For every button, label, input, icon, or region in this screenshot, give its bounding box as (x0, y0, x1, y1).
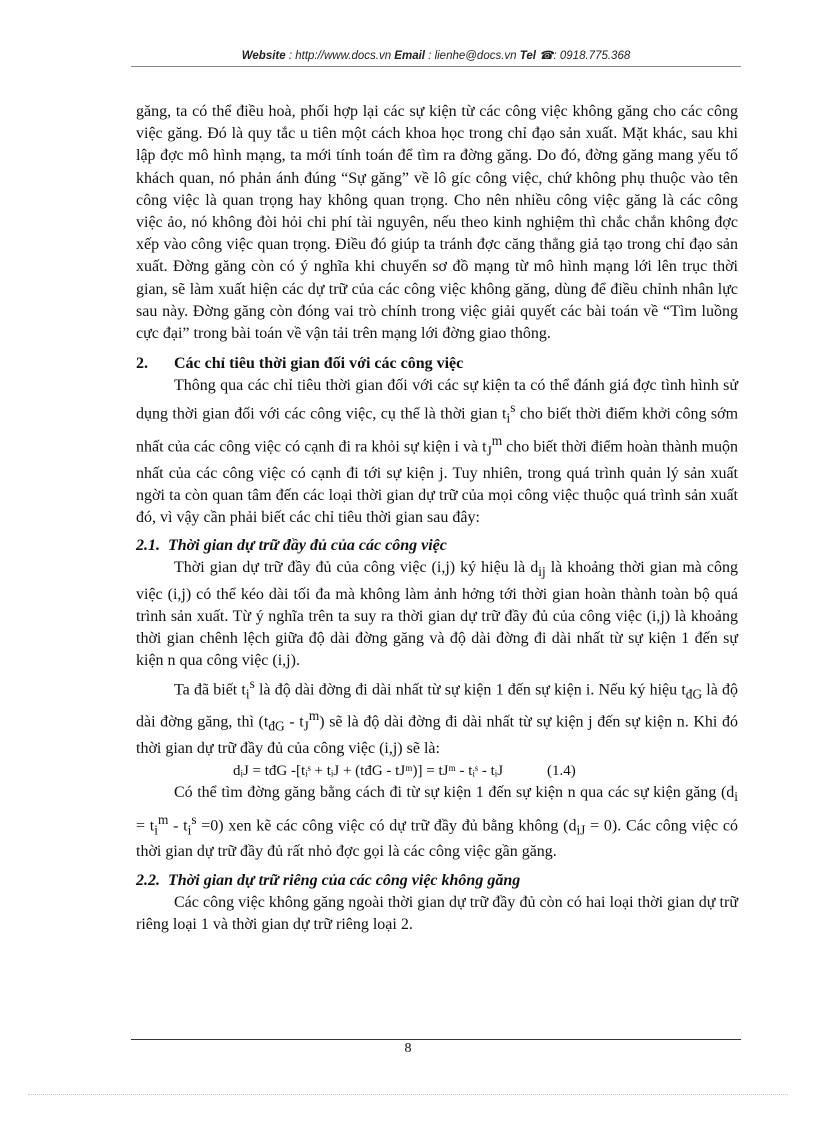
paragraph-find-critical-path: Có thể tìm đờng găng bằng cách đi từ sự kiện 1 đến sự kiện n qua các sự kiện găng $(d_i = t_i^m - t_i^s =0)$ xen kẽ các công việc có dự trữ đầy đủ bằng không $(d_{iJ} = 0)$. Các công việc có thời gian dự trữ đầy đủ rất nhỏ đợc gọi là các công việc gần găng. (136, 784, 739, 861)
subsection-title: Thời gian dự trữ riêng của các công việc không găng (168, 871, 521, 889)
header-divider (131, 66, 741, 67)
tel-label: Tel (519, 50, 536, 62)
section-title: Các chỉ tiêu thời gian đối với các công việc (174, 355, 464, 373)
email-value[interactable]: : lienhe@docs.vn (424, 50, 520, 62)
paragraph-critical-path: găng, ta có thể điều hoà, phối hợp lại các sự kiện từ các công việc không găng cho các công việc găng. Đó là quy tắc u tiên một cách khoa học trong chỉ đạo sản xuất. Mặt khác, sau khi lập đợc mô hình mạng, ta mới tính toán để tìm ra đờng găng. Do đó, đờng găng mang yếu tố khách quan, nó phản ánh đúng “Sự găng” về lô gíc công việc, chứ không phụ thuộc vào tên công việc là quan trọng hay không quan trọng. Cho nên nhiều công việc găng là các công việc ảo, nó không đòi hỏi chi phí tài nguyên, nếu theo kinh nghiệm thì chắc chắn không đợc xếp vào công việc quan trọng. Điều đó giúp ta tránh đợc căng thẳng giả tạo trong chỉ đạo sản xuất. Đờng găng còn có ý nghĩa khi chuyển sơ đồ mạng từ mô hình mạng lới lên trục thời gian, sẽ làm xuất hiện các dự trữ của các công việc không găng, dùng để điều chỉnh nhân lực sau này. Đờng găng còn đóng vai trò chính trong việc giải quyết các bài toán về “Tìm luồng cực đại” trong bài toán về vận tải trên mạng lới đờng giao thông. (136, 103, 738, 343)
website-value[interactable]: : http://www.docs.vn (285, 50, 395, 62)
subsection-number: 2.2. (136, 871, 160, 889)
footer-divider (131, 1039, 741, 1040)
email-label: Email (394, 50, 425, 62)
page-bottom-border (28, 1094, 788, 1095)
subsection-title: Thời gian dự trữ đầy đủ của các công việc (168, 537, 447, 555)
subsection-heading-2-2 (136, 870, 738, 892)
paragraph-total-float-derivation: Ta đã biết $t_i^s$ là độ dài đờng đi dài nhất từ sự kiện 1 đến sự kiện i. Nếu ký hiệu $t_{đG}$ là độ dài đờng găng, thì $(t_{đG} - t_J^m)$ sẽ là độ dài đờng đi dài nhất từ sự kiện j đến sự kiện n. Khi đó thời gian dự trữ đầy đủ của công việc (i,j) sẽ là: (136, 675, 739, 758)
section-number: 2. (136, 355, 148, 373)
phone-icon: ☎ (539, 50, 554, 62)
document-body (136, 101, 738, 936)
tel-value: : 0918.775.368 (553, 50, 631, 62)
equation-total-float (136, 760, 738, 782)
paragraph-total-float-definition: Thời gian dự trữ đầy đủ của công việc (i,j) ký hiệu là $d_{ij}$ là khoảng thời gian mà công việc (i,j) có thể kéo dài tối đa mà không làm ảnh hởng tới thời gian hoàn thành toàn bộ quá trình sản xuất. Từ ý nghĩa trên ta suy ra thời gian dự trữ đầy đủ của công việc (i,j) là khoảng thời gian chênh lệch giữa độ dài đờng găng và độ dài đờng đi dài nhất từ sự kiện 1 đến sự kiện n qua công việc (i,j). (136, 559, 738, 670)
website-label: Website (241, 50, 286, 62)
paragraph-time-indicators: Thông qua các chỉ tiêu thời gian đối với các sự kiện ta có thể đánh giá đợc tình hình sử dụng thời gian đối với các công việc, cụ thể là thời gian $t_i^s$ cho biết thời điểm khởi công sớm nhất của các công việc có cạnh đi ra khỏi sự kiện i và $t_J^m$ cho biết thời điểm hoàn thành muộn nhất của các công việc có cạnh đi tới sự kiện j. Tuy nhiên, trong quá trình quản lý sản xuất ngời ta còn quan tâm đến các loại thời gian dự trữ của mọi công việc thuộc quá trình sản xuất đó, vì vậy cần phải biết các chỉ tiêu thời gian sau đây: (136, 377, 739, 527)
paragraph-free-float: Các công việc không găng ngoài thời gian dự trữ đầy đủ còn có hai loại thời gian dự trữ riêng loại 1 và thời gian dự trữ riêng loại 2. (136, 893, 738, 933)
section-heading-2 (136, 353, 738, 375)
page-header (131, 48, 741, 62)
subsection-heading-2-1 (136, 535, 738, 557)
subsection-number: 2.1. (136, 537, 160, 555)
equation-body: dᵢJ = tđG -[tᵢˢ + tᵢJ + (tđG - tJᵐ)] = tJᵐ - tᵢˢ - tᵢJ (233, 763, 504, 780)
page-number: 8 (404, 1041, 412, 1056)
equation-number: (1.4) (547, 763, 576, 780)
